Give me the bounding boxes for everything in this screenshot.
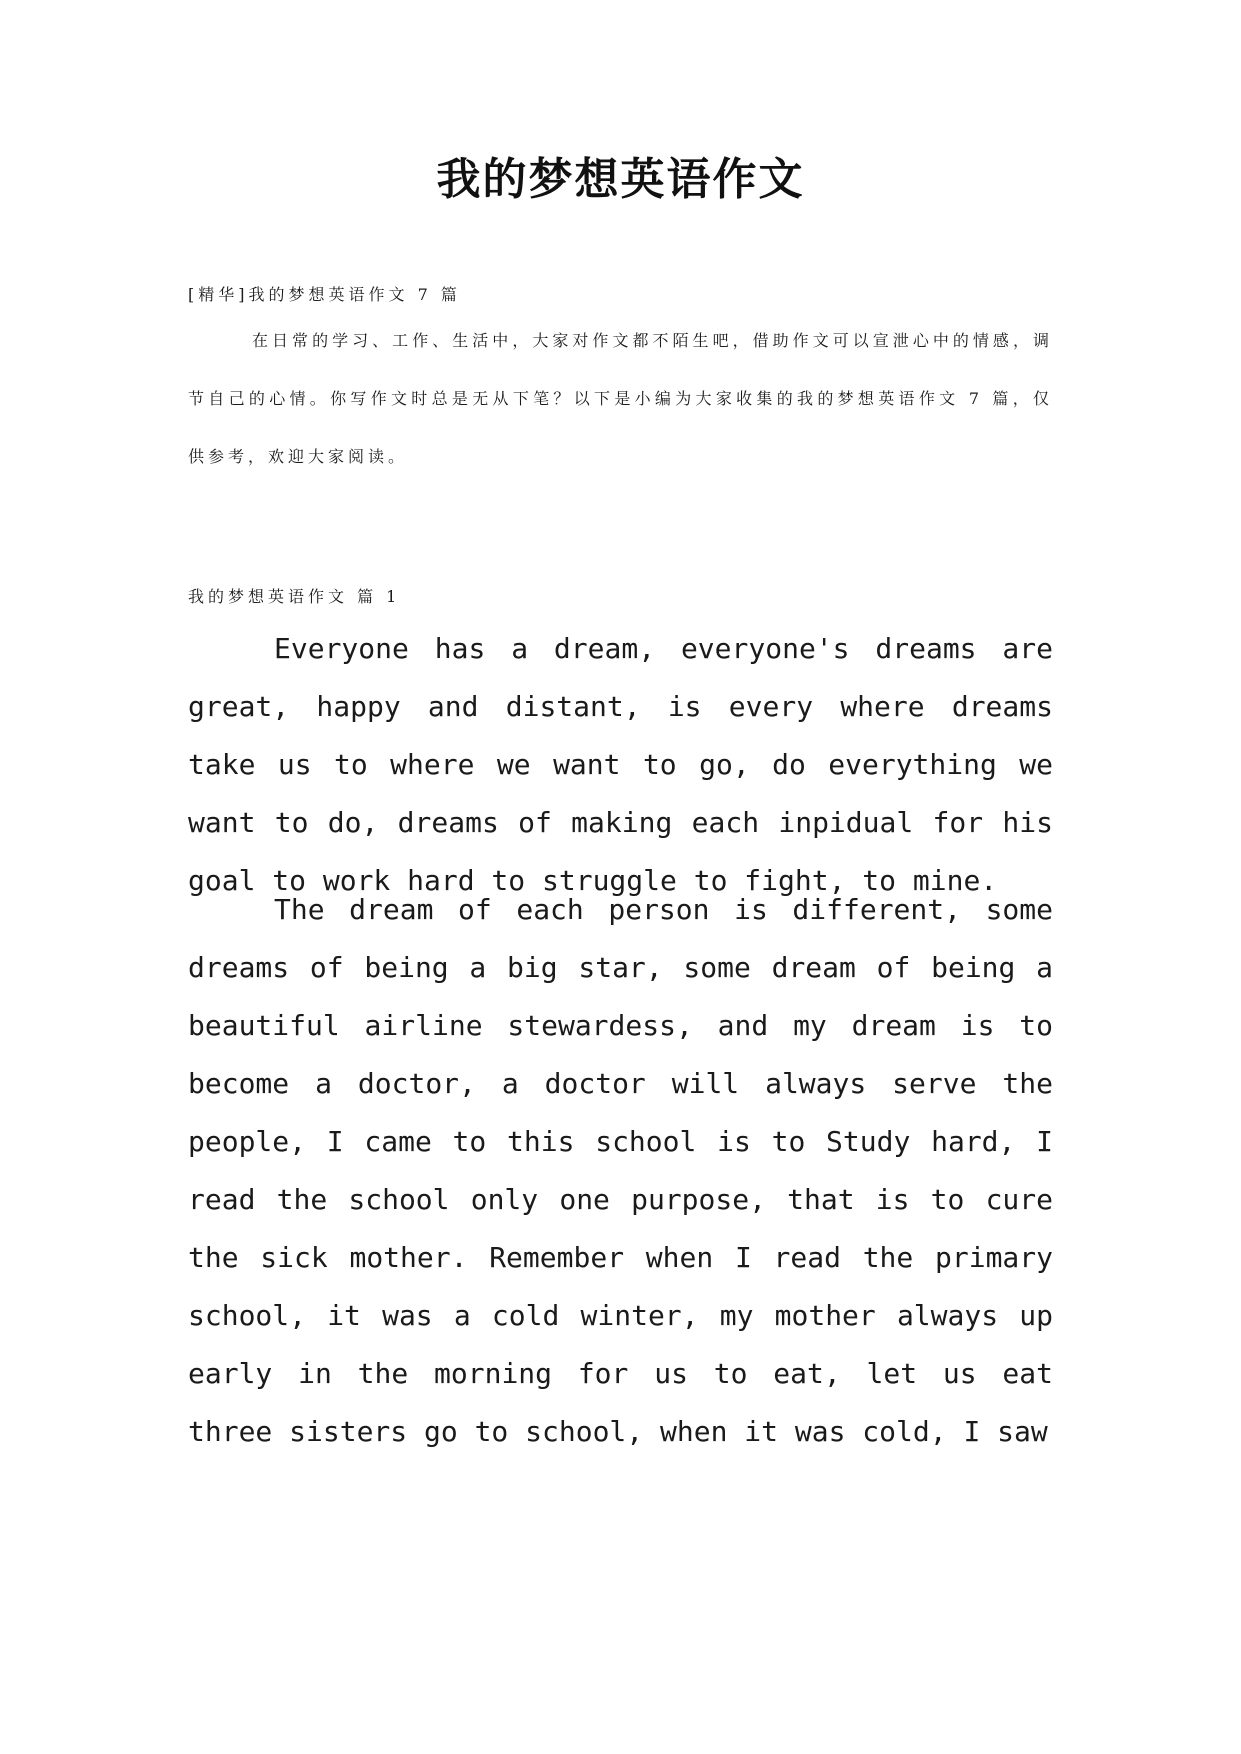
body-paragraph-2: The dream of each person is different, some dreams of being a big star, some dream of being a beautiful airline stewardess, and my dream is to become a doctor, a doctor will always serve the people, I came to this school is to Study hard, I read the school only one purpose, that is to cure the sick mother. Remember when I read the primary school, it was a cold winter, my mother always up early in the morning for us to eat, let us eat three sisters go to school, when it was cold, I saw — [188, 893, 1053, 1448]
body-paragraph-1: Everyone has a dream, everyone's dreams are great, happy and distant, is every where dreams take us to where we want to go, do everything we want to do, dreams of making each inpidual for his goal to work hard to struggle to fight, to mine. — [188, 632, 1053, 897]
document-subtitle: [精华]我的梦想英语作文 7 篇 — [188, 285, 461, 304]
section-heading: 我的梦想英语作文 篇 1 — [188, 587, 401, 606]
document-title: 我的梦想英语作文 — [436, 154, 805, 205]
intro-paragraph: 在日常的学习、工作、生活中，大家对作文都不陌生吧，借助作文可以宣泄心中的情感，调节自己的心情。你写作文时总是无从下笔？以下是小编为大家收集的我的梦想英语作文 7 篇，仅供参考，欢迎大家阅读。 — [188, 331, 1053, 466]
